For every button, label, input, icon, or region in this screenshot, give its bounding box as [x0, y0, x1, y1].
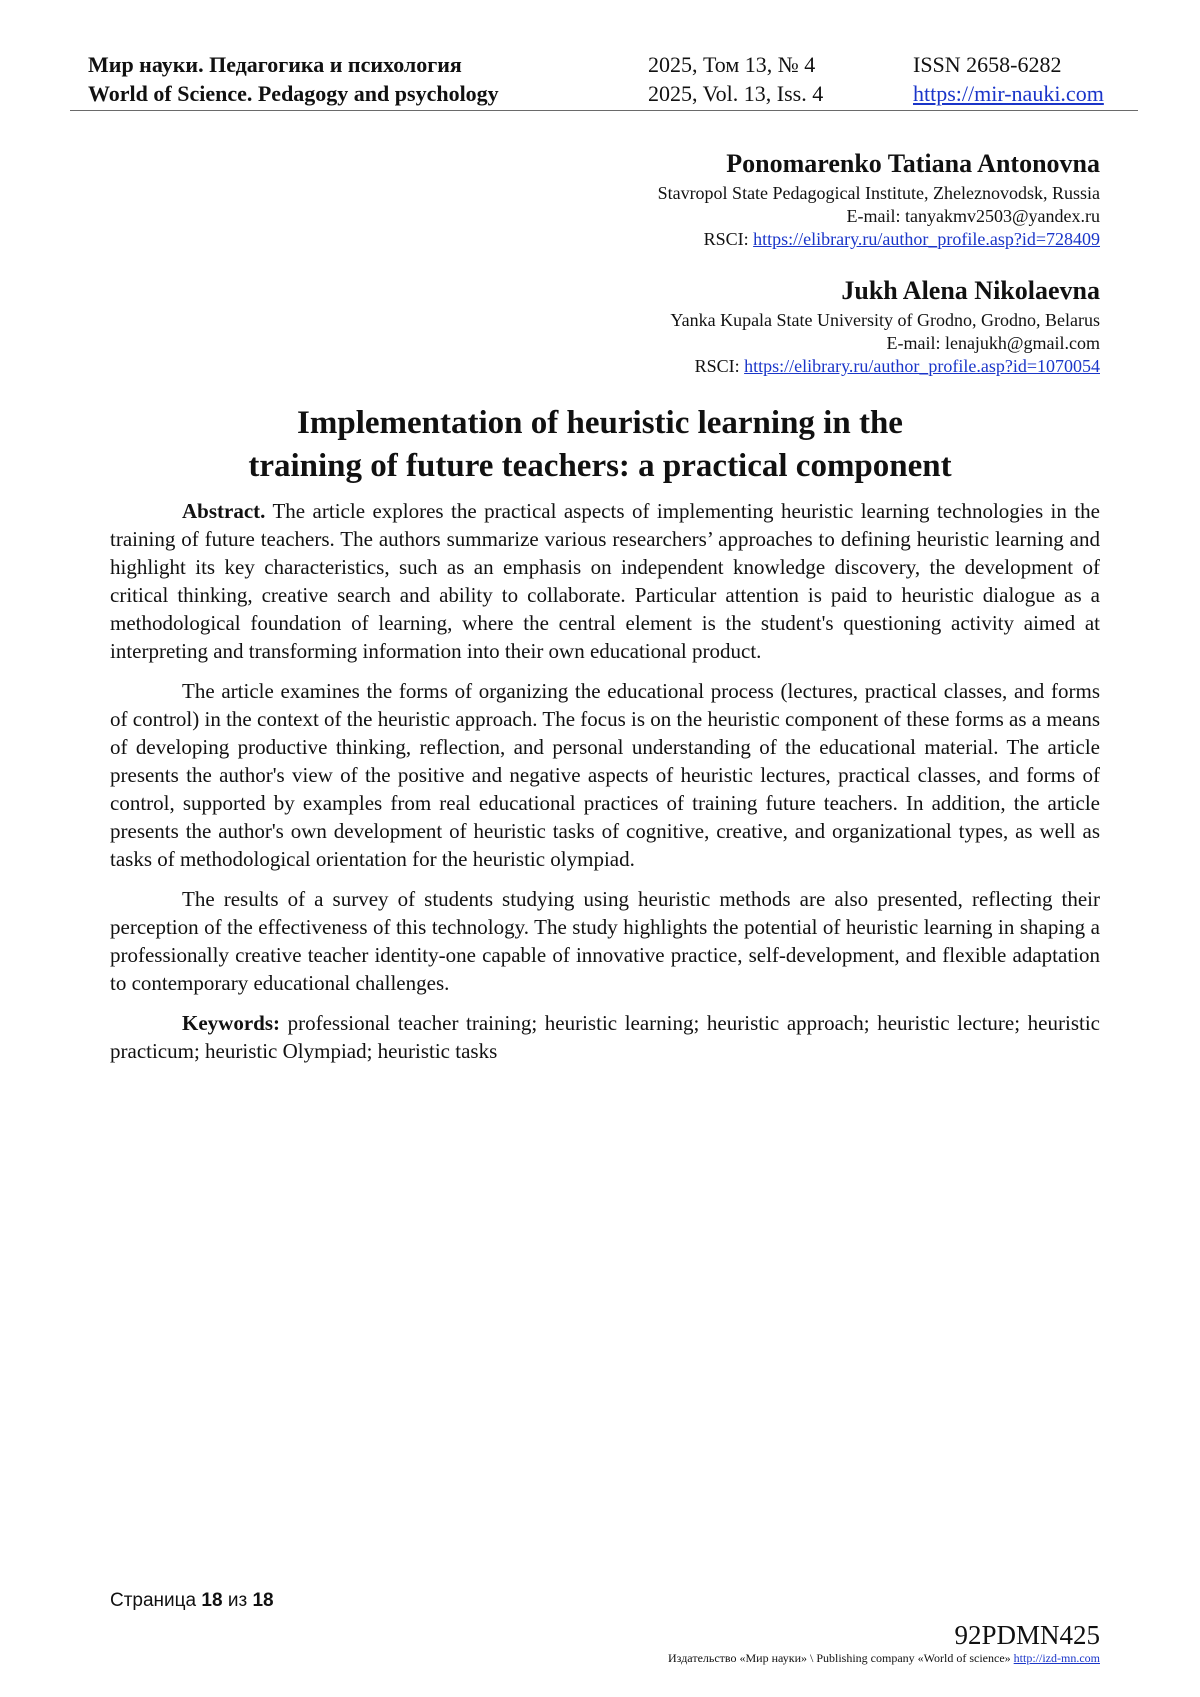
abstract-text-1: The article explores the practical aspects of implementing heuristic learning technologies in the training of future teachers. The authors summarize various researchers’ approaches to defining heuristic learning and highlight its key characteristics, such as an emphasis on independent knowledge discovery, the development of critical thinking, creative search and ability to collaborate. Particular attention is paid to heuristic dialogue as a methodological foundation of learning, where the central element is the student's questioning activity aimed at interpreting and transforming information into their own educational product. — [110, 499, 1100, 663]
author-block-2 — [670, 275, 1100, 378]
author-email: E-mail: lenajukh@gmail.com — [886, 333, 1100, 353]
rsci-profile-link[interactable]: https://elibrary.ru/author_profile.asp?id=728409 — [753, 229, 1100, 249]
journal-site-link[interactable]: https://mir-nauki.com — [913, 81, 1104, 106]
abstract-paragraph-2: The article examines the forms of organizing the educational process (lectures, practical classes, and forms of control) in the context of the heuristic approach. The focus is on the heuristic component of these forms as a means of developing productive thinking, reflection, and personal understanding of the educational material. The article presents the author's view of the positive and negative aspects of heuristic lectures, practical classes, and forms of control, supported by examples from real educational practices of training future teachers. In addition, the article presents the author's own development of heuristic tasks of cognitive, creative, and organizational types, as well as tasks of methodological orientation for the heuristic olympiad. — [110, 679, 1100, 871]
rsci-profile-link[interactable]: https://elibrary.ru/author_profile.asp?id=1070054 — [744, 356, 1100, 376]
page-current: 18 — [201, 1590, 223, 1611]
issue-info — [648, 50, 823, 108]
rsci-label: RSCI: — [694, 356, 745, 376]
abstract-label: Abstract. — [182, 499, 266, 523]
article-title — [100, 402, 1100, 488]
author-rsci — [670, 355, 1100, 378]
journal-title-en: World of Science. Pedagogy and psychology — [88, 81, 499, 106]
article-title-line-2: training of future teachers: a practical component — [248, 448, 952, 484]
issn-number: ISSN 2658-6282 — [913, 52, 1062, 77]
keywords-paragraph — [110, 1009, 1100, 1065]
publisher-text: Издательство «Мир науки» \ Publishing company «World of science» — [668, 1651, 1014, 1665]
issn-block — [913, 50, 1104, 108]
issue-info-ru: 2025, Том 13, № 4 — [648, 52, 816, 77]
article-title-line-1: Implementation of heuristic learning in the — [297, 405, 903, 441]
abstract-section — [110, 497, 1100, 1077]
rsci-label: RSCI: — [703, 229, 754, 249]
article-code: 92PDMN425 — [954, 1620, 1100, 1650]
author-rsci — [658, 228, 1100, 251]
author-affiliation: Yanka Kupala State University of Grodno, Grodno, Belarus — [670, 310, 1100, 330]
author-name: Ponomarenko Tatiana Antonovna — [726, 149, 1100, 178]
page-mid: из — [222, 1590, 253, 1611]
journal-title — [88, 50, 499, 108]
author-name: Jukh Alena Nikolaevna — [841, 276, 1100, 305]
publisher-line — [668, 1651, 1100, 1666]
page-prefix: Страница — [110, 1590, 202, 1611]
keywords-text: professional teacher training; heuristic learning; heuristic approach; heuristic lecture; heuristic practicum; heuristic Olympiad; heuristic tasks — [110, 1011, 1100, 1063]
abstract-paragraph-3: The results of a survey of students studying using heuristic methods are also presented, reflecting their perception of the effectiveness of this technology. The study highlights the potential of heuristic learning in shaping a professionally creative teacher identity-one capable of innovative practice, self-development, and flexible adaptation to contemporary educational challenges. — [110, 887, 1100, 995]
header-divider — [70, 110, 1138, 111]
author-block-1 — [658, 148, 1100, 251]
issue-info-en: 2025, Vol. 13, Iss. 4 — [648, 81, 824, 106]
publisher-link[interactable]: http://izd-mn.com — [1013, 1651, 1100, 1665]
journal-title-ru: Мир науки. Педагогика и психология — [88, 52, 462, 77]
author-email: E-mail: tanyakmv2503@yandex.ru — [846, 206, 1100, 226]
abstract-paragraph-1 — [110, 497, 1100, 665]
keywords-label: Keywords: — [182, 1011, 280, 1035]
page-number — [110, 1590, 274, 1612]
page-total: 18 — [252, 1590, 274, 1611]
author-affiliation: Stavropol State Pedagogical Institute, Zheleznovodsk, Russia — [657, 183, 1100, 203]
